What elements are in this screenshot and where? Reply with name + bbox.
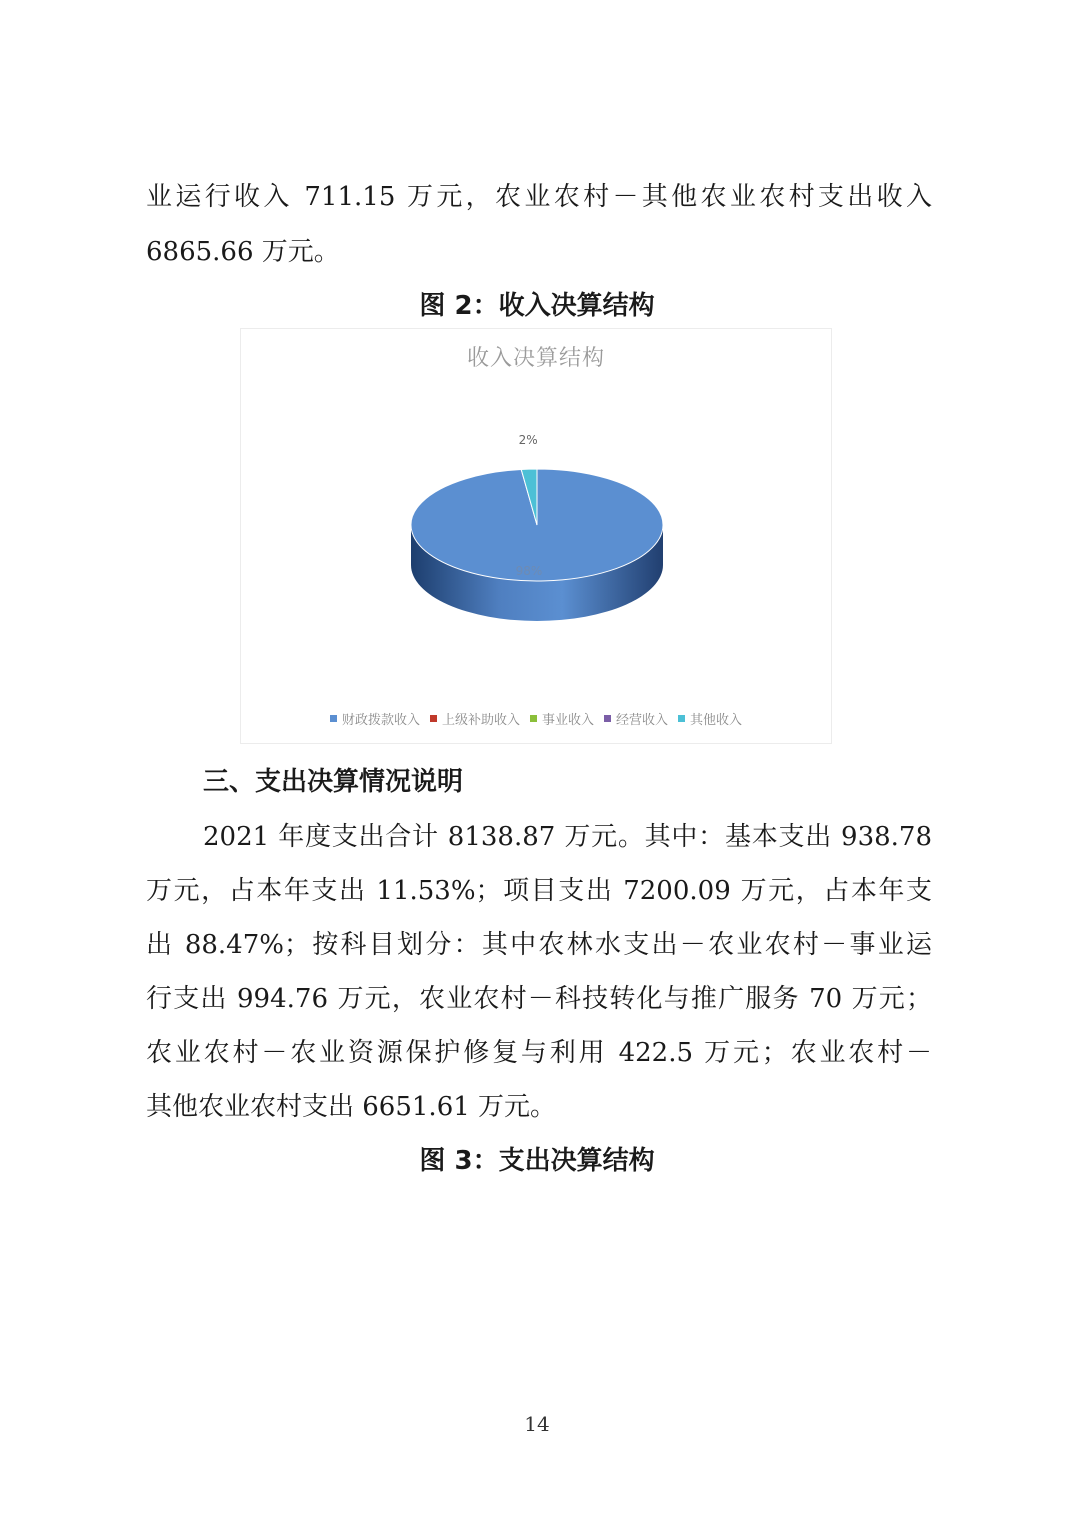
legend-label: 财政拨款收入 (341, 713, 420, 728)
paragraph-line: 其他农业农村支出 6651.61 万元。 (146, 1092, 557, 1122)
figure-3-caption: 图 3：支出决算结构 (419, 1146, 655, 1176)
paragraph-line: 2021 年度支出合计 8138.87 万元。其中：基本支出 938.78 (203, 822, 932, 852)
legend-item (678, 709, 742, 728)
legend-item (604, 709, 668, 728)
pie-data-label: 98% (515, 564, 543, 578)
legend-item (430, 709, 520, 728)
legend-swatch (430, 715, 437, 722)
legend-label: 经营收入 (616, 713, 669, 728)
page-number: 14 (524, 1412, 550, 1436)
chart-title: 收入决算结构 (466, 346, 605, 371)
legend-label: 上级补助收入 (441, 713, 520, 728)
paragraph-line: 业运行收入 711.15 万元，农业农村－其他农业农村支出收入 (146, 182, 932, 212)
paragraph-line: 出 88.47%；按科目划分：其中农林水支出－农业农村－事业运 (146, 930, 932, 960)
income-pie-chart (240, 328, 832, 744)
legend-swatch (330, 715, 337, 722)
legend-swatch (604, 715, 611, 722)
legend-item (530, 709, 594, 728)
legend-item (330, 709, 420, 728)
legend-swatch (530, 715, 537, 722)
paragraph-line: 万元，占本年支出 11.53%；项目支出 7200.09 万元，占本年支 (146, 876, 932, 906)
pie-data-label: 2% (518, 433, 538, 448)
paragraph-line: 农业农村－农业资源保护修复与利用 422.5 万元；农业农村－ (146, 1038, 932, 1068)
pie-chart-svg (241, 329, 833, 745)
chart-legend (241, 709, 831, 728)
legend-label: 事业收入 (541, 713, 594, 728)
paragraph-line: 6865.66 万元。 (146, 237, 340, 267)
legend-swatch (678, 715, 685, 722)
legend-label: 其他收入 (690, 713, 743, 728)
figure-2-caption: 图 2：收入决算结构 (419, 291, 655, 321)
paragraph-line: 行支出 994.76 万元，农业农村－科技转化与推广服务 70 万元； (146, 984, 932, 1014)
section-heading: 三、支出决算情况说明 (203, 767, 464, 797)
